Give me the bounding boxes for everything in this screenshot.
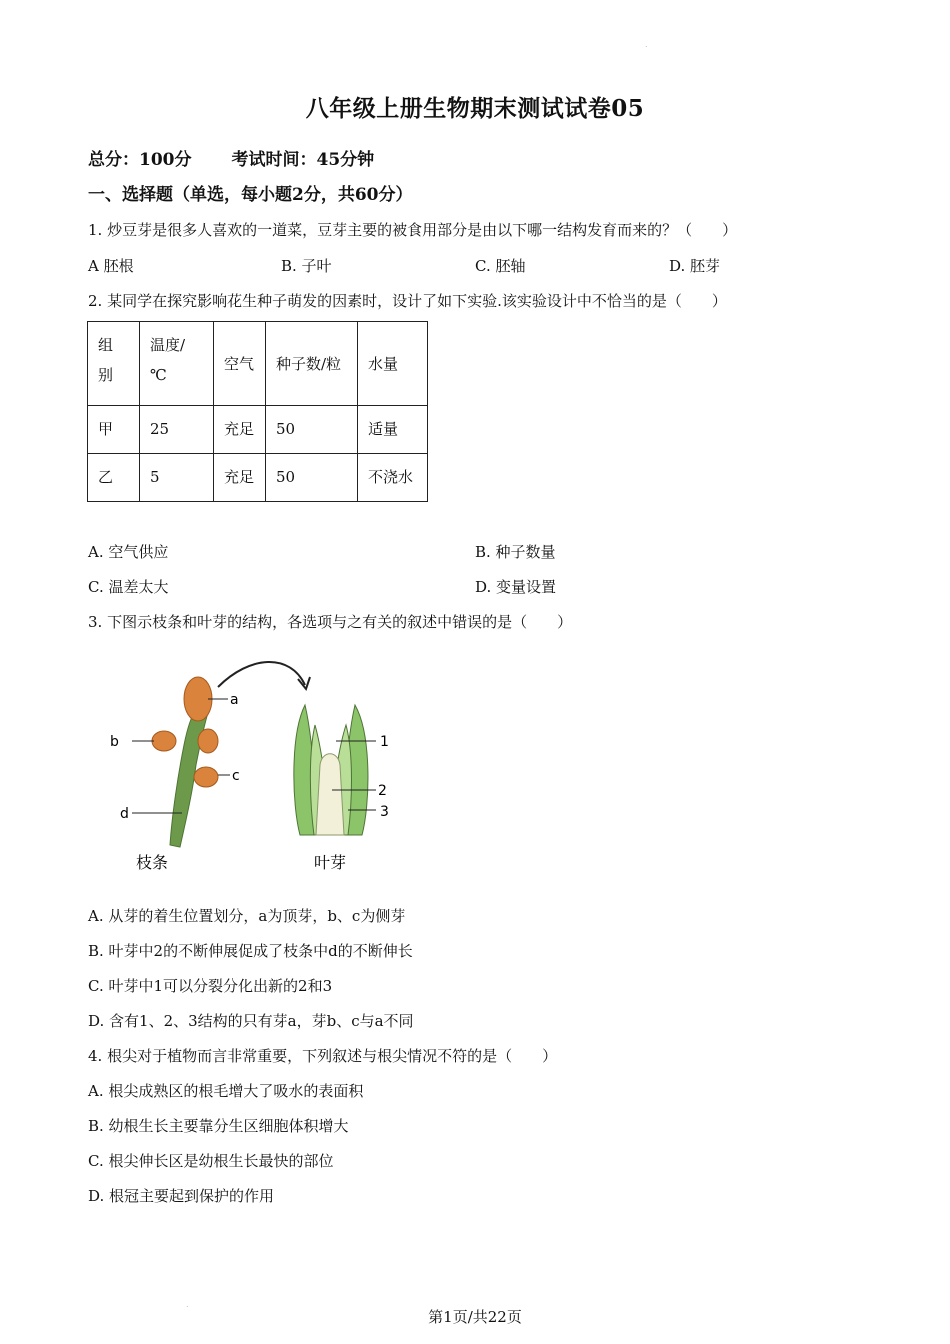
terminal-bud <box>184 677 212 721</box>
table-cell: 50 <box>266 406 358 454</box>
label-b: b <box>110 734 119 750</box>
page-number: 第1页/共22页 <box>428 1308 522 1326</box>
label-2: 2 <box>378 783 387 799</box>
q4-option-b: B. 幼根生长主要靠分生区细胞体积增大 <box>88 1117 349 1135</box>
scan-dot: . <box>645 40 648 49</box>
table-cell: 适量 <box>358 406 428 454</box>
q2-stem: 2. 某同学在探究影响花生种子萌发的因素时，设计了如下实验.该实验设计中不恰当的是（ ） <box>88 292 727 310</box>
leaf-bud-drawing <box>294 705 389 835</box>
table-cell: 甲 <box>88 406 140 454</box>
q1-stem: 1. 炒豆芽是很多人喜欢的一道菜，豆芽主要的被食用部分是由以下哪一结构发育而来的？（ ） <box>88 221 738 239</box>
table-header-cell: 组 别 <box>88 322 140 406</box>
q2-option-a: A. 空气供应 <box>88 543 169 561</box>
label-a: a <box>230 692 239 708</box>
experiment-table <box>87 321 428 502</box>
table-cell: 乙 <box>88 454 140 502</box>
table-header-row <box>88 322 428 406</box>
q4-stem: 4. 根尖对于植物而言非常重要，下列叙述与根尖情况不符的是（ ） <box>88 1047 558 1065</box>
exam-time: 考试时间：45分钟 <box>231 150 375 170</box>
q4-option-d: D. 根冠主要起到保护的作用 <box>88 1187 275 1205</box>
table-header-cell: 温度/ ℃ <box>140 322 214 406</box>
lateral-bud-c <box>194 767 218 787</box>
q4-option-c: C. 根尖伸长区是幼根生长最快的部位 <box>88 1152 334 1170</box>
page-title: 八年级上册生物期末测试试卷05 <box>305 95 645 122</box>
q3-option-d: D. 含有1、2、3结构的只有芽a，芽b、c与a不同 <box>88 1012 414 1030</box>
label-1: 1 <box>380 734 389 750</box>
q2-option-d: D. 变量设置 <box>475 578 557 596</box>
bud-caption: 叶芽 <box>314 853 347 872</box>
branch-caption: 枝条 <box>136 853 169 872</box>
label-c: c <box>232 768 240 784</box>
q1-option-a: A 胚根 <box>88 257 134 275</box>
scan-dot: . <box>186 1300 189 1309</box>
branch-bud-figure <box>100 655 420 885</box>
q2-option-b: B. 种子数量 <box>475 543 556 561</box>
q1-option-d: D. 胚芽 <box>669 257 721 275</box>
table-cell: 充足 <box>214 454 266 502</box>
table-row <box>88 406 428 454</box>
table-cell: 50 <box>266 454 358 502</box>
section-heading: 一、选择题（单选，每小题2分，共60分） <box>88 185 413 205</box>
q3-option-a: A. 从芽的着生位置划分，a为顶芽，b、c为侧芽 <box>88 907 406 925</box>
q3-option-c: C. 叶芽中1可以分裂分化出新的2和3 <box>88 977 333 995</box>
label-3: 3 <box>380 804 389 820</box>
table-header-cell: 空气 <box>214 322 266 406</box>
table-cell: 5 <box>140 454 214 502</box>
q1-option-b: B. 子叶 <box>281 257 332 275</box>
lateral-bud-b <box>152 731 176 751</box>
curved-arrow <box>218 662 305 687</box>
table-cell: 25 <box>140 406 214 454</box>
label-d: d <box>120 806 129 822</box>
q4-option-a: A. 根尖成熟区的根毛增大了吸水的表面积 <box>88 1082 364 1100</box>
branch-drawing <box>110 677 240 847</box>
table-header-cell: 水量 <box>358 322 428 406</box>
q3-stem: 3. 下图示枝条和叶芽的结构，各选项与之有关的叙述中错误的是（ ） <box>88 613 573 631</box>
q1-option-c: C. 胚轴 <box>475 257 526 275</box>
q2-option-c: C. 温差太大 <box>88 578 169 596</box>
table-cell: 不浇水 <box>358 454 428 502</box>
table-header-cell: 种子数/粒 <box>266 322 358 406</box>
bud-axis <box>316 754 344 835</box>
table-cell: 充足 <box>214 406 266 454</box>
exam-meta <box>88 145 374 170</box>
lateral-bud <box>198 729 218 753</box>
total-score: 总分：100分 <box>88 150 192 170</box>
table-row <box>88 454 428 502</box>
q3-option-b: B. 叶芽中2的不断伸展促成了枝条中d的不断伸长 <box>88 942 413 960</box>
